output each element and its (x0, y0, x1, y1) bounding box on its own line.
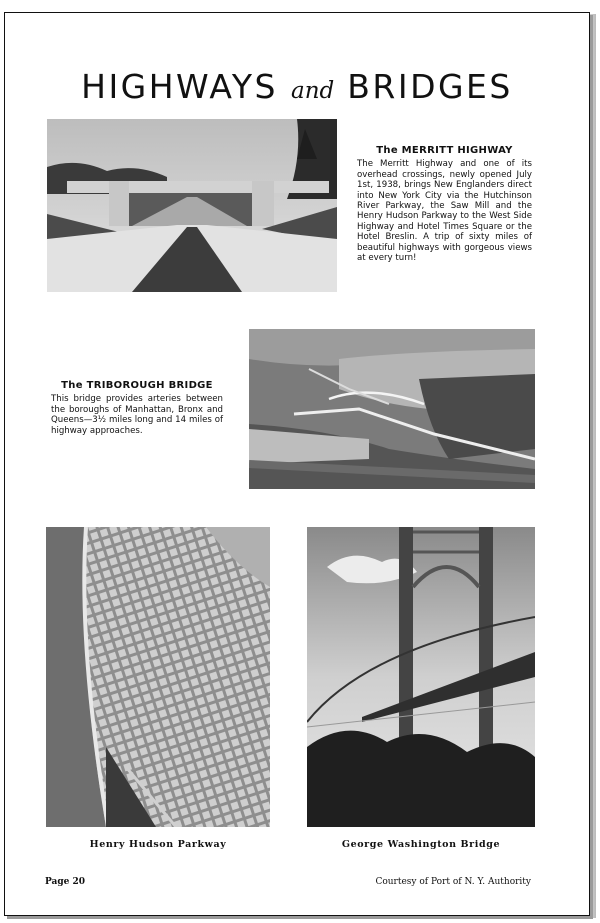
triborough-text (51, 381, 223, 436)
henry-hudson-parkway-photo (46, 527, 270, 827)
page-number: Page 20 (45, 877, 86, 887)
title-word-and: and (291, 78, 335, 104)
page (4, 12, 590, 916)
page-title (5, 67, 589, 106)
merritt-highway-photo (47, 119, 337, 292)
photo-credit: Courtesy of Port of N. Y. Authority (375, 877, 531, 887)
title-word-highways: HIGHWAYS (81, 67, 279, 106)
title-word-bridges: BRIDGES (347, 67, 513, 106)
caption-george-washington: George Washington Bridge (341, 839, 501, 850)
george-washington-bridge-photo (307, 527, 535, 827)
merritt-text (357, 146, 532, 263)
caption-henry-hudson: Henry Hudson Parkway (89, 839, 227, 850)
merritt-heading: The MERRITT HIGHWAY (376, 145, 513, 156)
merritt-body: The Merritt Highway and one of its overhead crossings, newly opened July 1st, 1938, brings New Englanders direct into New York City via the Hutchinson River Parkway, the Saw Mill and the Henry Hudson Parkway to the West Side Highway and Hotel Times Square or the Hotel Breslin. A trip of sixty miles of beautiful highways with gorgeous views at every turn! (357, 159, 532, 264)
triborough-heading: The TRIBOROUGH BRIDGE (61, 380, 213, 391)
triborough-bridge-photo (249, 329, 535, 489)
triborough-body: This bridge provides arteries between the boroughs of Manhattan, Bronx and Queens—3½ miles long and 14 miles of highway approaches. (51, 394, 223, 436)
